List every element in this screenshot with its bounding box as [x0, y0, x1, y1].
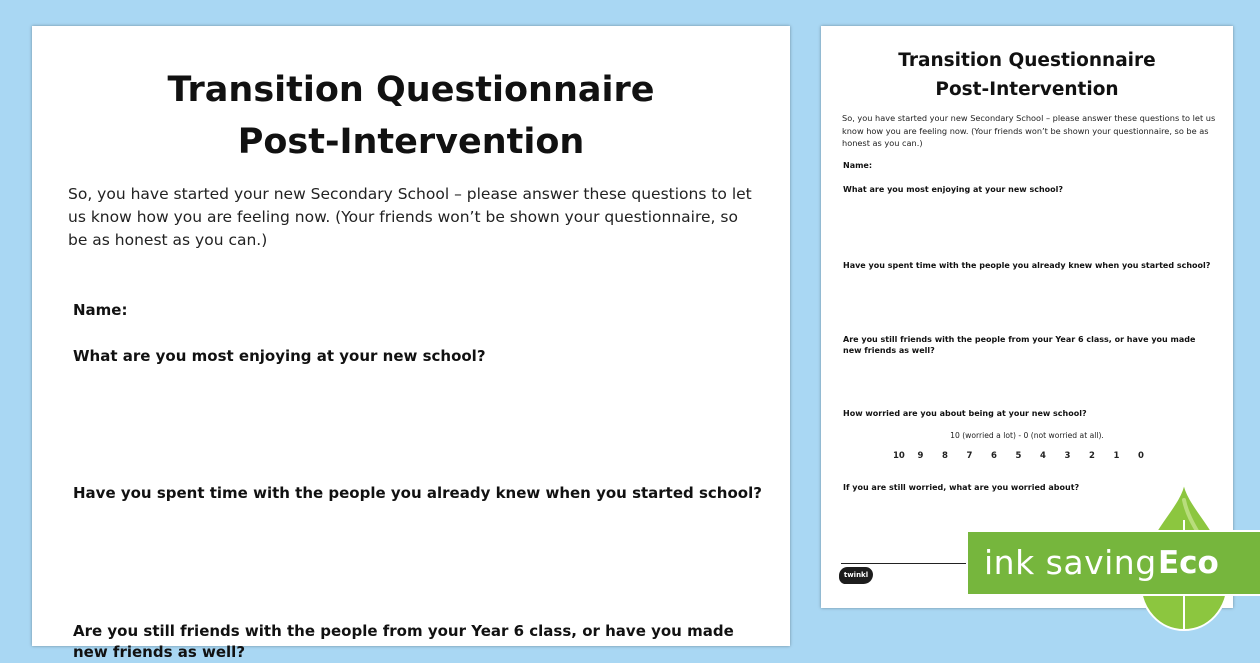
ink-saving-label: ink saving: [984, 543, 1157, 582]
eco-label: Eco: [1158, 545, 1219, 581]
small-name-label: Name:: [843, 161, 873, 170]
small-intro-paragraph: So, you have started your new Secondary School – please answer these questions to let us know how you are feeling now. (Your friends won’t be shown your questionnaire, so be as honest as you can.): [842, 113, 1216, 148]
worry-scale: [893, 451, 1163, 461]
scale-number: 2: [1089, 451, 1095, 461]
scale-number: 4: [1040, 451, 1046, 461]
scale-number: 9: [917, 451, 924, 461]
scale-number: 1: [1113, 451, 1120, 461]
page-title-line2: Post-Intervention: [237, 122, 585, 162]
worry-scale-label: 10 (worried a lot) - 0 (not worried at all).: [950, 431, 1104, 440]
scale-number: 7: [966, 451, 973, 461]
small-question-3: Are you still friends with the people from your Year 6 class, or have you made new friends as well?: [843, 335, 1196, 355]
small-question-2: Have you spent time with the people you already knew when you started school?: [843, 261, 1211, 270]
question-2: Have you spent time with the people you already knew when you started school?: [73, 484, 762, 502]
scale-number: 6: [991, 451, 997, 461]
twinkl-logo: twinkl: [839, 567, 873, 584]
small-title-line1: Transition Questionnaire: [898, 50, 1156, 71]
page-title-line1: Transition Questionnaire: [167, 70, 655, 110]
question-3: Are you still friends with the people from your Year 6 class, or have you made new friends as well?: [73, 622, 734, 661]
scale-number: 5: [1015, 451, 1022, 461]
small-question-4: How worried are you about being at your new school?: [843, 409, 1087, 418]
question-1: What are you most enjoying at your new school?: [73, 347, 486, 365]
small-question-1: What are you most enjoying at your new school?: [843, 185, 1064, 194]
name-label: Name:: [73, 301, 128, 319]
intro-paragraph: So, you have started your new Secondary School – please answer these questions to let us know how you are feeling now. (Your friends won’t be shown your questionnaire, so be as honest as you can.): [68, 185, 752, 249]
scale-number: 8: [942, 451, 948, 461]
small-title-line2: Post-Intervention: [935, 79, 1119, 100]
scale-number: 10: [893, 451, 905, 461]
scale-number: 0: [1138, 451, 1144, 461]
large-page-preview: [32, 26, 790, 661]
small-question-5: If you are still worried, what are you worried about?: [843, 483, 1080, 492]
scale-number: 3: [1064, 451, 1071, 461]
